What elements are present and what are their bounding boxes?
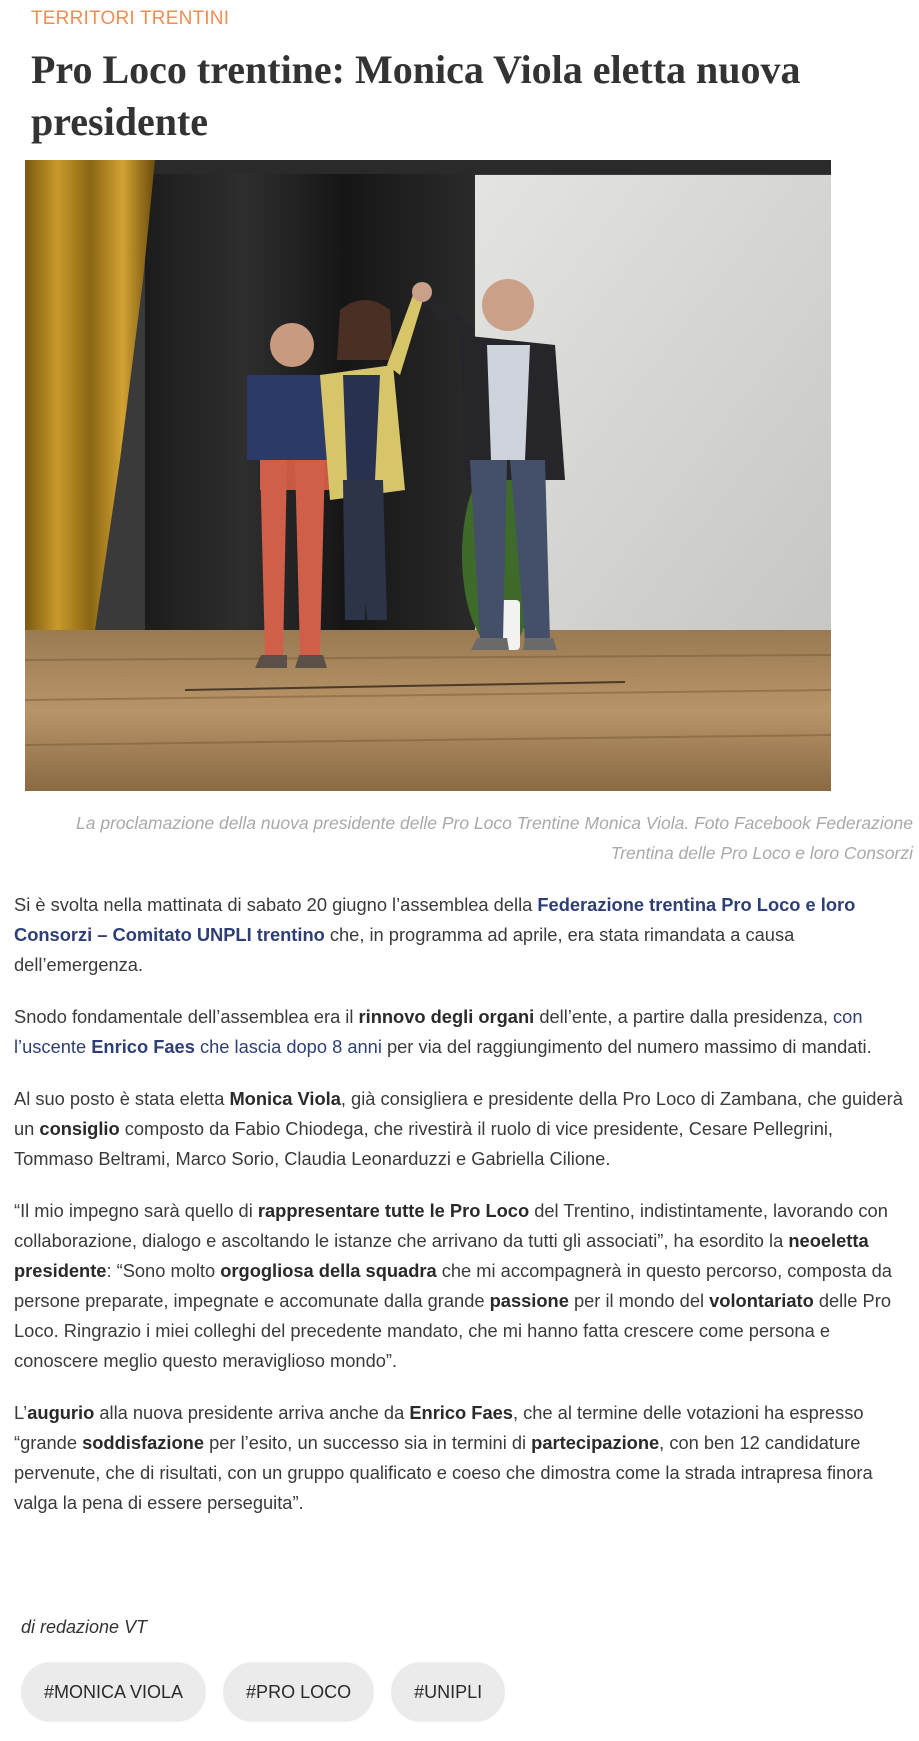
photo-caption: La proclamazione della nuova presidente delle Pro Loco Trentine Monica Viola. Foto Facebook Federazione Trentina delle Pro Loco e loro Consorzi (76, 813, 913, 863)
bold-text: partecipazione (531, 1432, 660, 1453)
text-span: Al suo posto è stata eletta (14, 1088, 230, 1109)
text-span: Si è svolta nella mattinata di sabato 20 giugno l’assemblea della (14, 894, 538, 915)
bold-text: Monica Viola (229, 1088, 341, 1109)
article-body (14, 890, 909, 1540)
text-span: per il mondo del (568, 1290, 710, 1311)
paragraph-5 (14, 1398, 909, 1518)
link-bold-text[interactable]: Enrico Faes (91, 1036, 195, 1057)
link-text[interactable]: che lascia dopo 8 anni (194, 1036, 382, 1057)
bold-text: passione (489, 1290, 569, 1311)
tag-pro-loco[interactable]: #PRO LOCO (223, 1662, 374, 1722)
bold-text: augurio (27, 1402, 95, 1423)
bold-text: rinnovo degli organi (358, 1006, 535, 1027)
text-span: Snodo fondamentale dell’assemblea era il (14, 1006, 359, 1027)
text-span: per l’esito, un successo sia in termini di (203, 1432, 532, 1453)
author-credit: di redazione VT (21, 1617, 148, 1637)
article-photo (25, 160, 831, 791)
text-span: , già consigliera e presidente della Pro Loco di Zambana, che guiderà un (14, 1088, 903, 1139)
text-span: per via del raggiungimento del numero massimo di mandati. (381, 1036, 872, 1057)
paragraph-2 (14, 1002, 909, 1062)
bold-text: consiglio (39, 1118, 120, 1139)
tag-monica-viola[interactable]: #MONICA VIOLA (21, 1662, 206, 1722)
text-span: , che al termine delle votazioni ha espresso “grande (14, 1402, 864, 1453)
text-span: alla nuova presidente arriva anche da (94, 1402, 410, 1423)
text-span: , con ben 12 candidature pervenute, che di risultati, con un gruppo qualificato e coeso che dimostra come la strada intrapresa finora valga la pena di essere perseguita”. (14, 1432, 873, 1513)
bold-text: neoeletta presidente (14, 1230, 869, 1281)
paragraph-3 (14, 1084, 909, 1174)
tag-list (21, 1662, 505, 1722)
tag-unipli[interactable]: #UNIPLI (391, 1662, 505, 1722)
text-span: dell’ente, a partire dalla presidenza, (534, 1006, 834, 1027)
text-span: che mi accompagnerà in questo percorso, composta da persone preparate, impegnate e accomunate dalla grande (14, 1260, 892, 1311)
paragraph-1 (14, 890, 909, 980)
link-text[interactable]: Federazione trentina Pro Loco e loro Consorzi – Comitato UNPLI trentino (14, 894, 856, 945)
bold-text: rappresentare tutte le Pro Loco (257, 1200, 530, 1221)
bold-text: soddisfazione (82, 1432, 204, 1453)
link-text[interactable]: con l’uscente (14, 1006, 863, 1057)
bold-text: orgogliosa della squadra (220, 1260, 437, 1281)
text-span: che, in programma ad aprile, era stata rimandata a causa dell’emergenza. (14, 924, 795, 975)
bold-text: Enrico Faes (409, 1402, 513, 1423)
text-span: : “Sono molto (106, 1260, 221, 1281)
text-span: composto da Fabio Chiodega, che rivestirà il ruolo di vice presidente, Cesare Pellegrini, Tommaso Beltrami, Marco Sorio, Claudia Leonarduzzi e Gabriella Cilione. (14, 1118, 834, 1169)
text-span: L’ (14, 1402, 28, 1423)
article-title: Pro Loco trentine: Monica Viola eletta nuova presidente (31, 47, 801, 144)
bold-text: volontariato (709, 1290, 814, 1311)
text-span: del Trentino, indistintamente, lavorando con collaborazione, dialogo e ascoltando le istanze che arrivano da tutti gli associati”, ha esordito la (14, 1200, 888, 1251)
category-label[interactable]: TERRITORI TRENTINI (31, 8, 230, 29)
paragraph-4 (14, 1196, 909, 1376)
text-span: delle Pro Loco. Ringrazio i miei colleghi del precedente mandato, che mi hanno fatta crescere come persona e conoscere meglio questo meraviglioso mondo”. (14, 1290, 891, 1371)
text-span: “Il mio impegno sarà quello di (14, 1200, 258, 1221)
